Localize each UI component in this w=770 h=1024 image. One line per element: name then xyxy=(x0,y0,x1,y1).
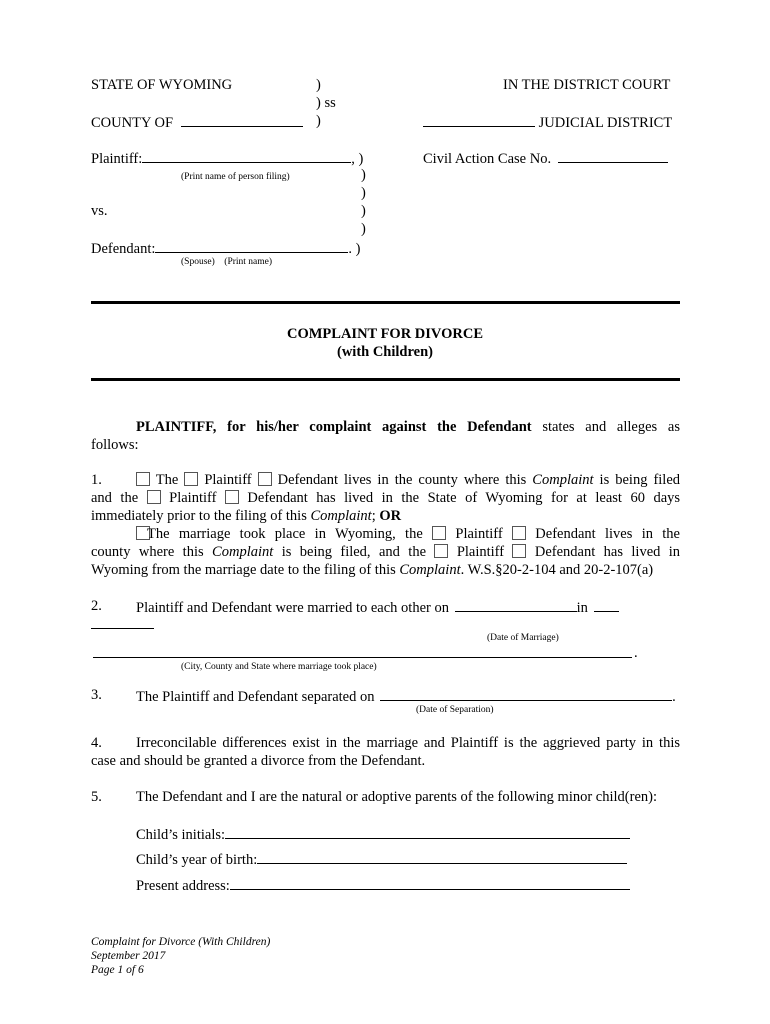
para1-complaint: Complaint xyxy=(532,472,594,488)
para1-line2 xyxy=(91,489,680,507)
caption-paren: ) xyxy=(361,221,366,237)
para3-period: . xyxy=(672,689,676,705)
para1-semicolon: ; xyxy=(371,508,376,524)
judicial-district-field xyxy=(423,112,672,132)
footer-date: September 2017 xyxy=(91,950,166,962)
defendant-name-blank[interactable] xyxy=(155,238,348,253)
child-initials-label: Child’s initials: xyxy=(136,827,226,843)
caption-paren-ss: ) ss xyxy=(316,95,336,111)
case-number-blank[interactable] xyxy=(558,148,668,163)
para1-complaint: Complaint xyxy=(212,544,274,560)
footer-page-number: Page 1 of 6 xyxy=(91,964,144,976)
separation-date-blank[interactable] xyxy=(380,686,672,701)
plaintiff-name-blank[interactable] xyxy=(142,148,351,163)
checkbox-defendant-lives[interactable] xyxy=(258,472,272,486)
para1-or: OR xyxy=(379,508,402,524)
defendant-end: . ) xyxy=(348,241,361,257)
para1-number: 1. xyxy=(91,472,102,488)
plaintiff-field xyxy=(91,148,363,168)
intro-rest: states and alleges as xyxy=(542,419,680,435)
para4-line2: case and should be granted a divorce from the Defendant. xyxy=(91,753,426,769)
checkbox-defendant-lived[interactable] xyxy=(225,490,239,504)
para1-line4 xyxy=(136,525,680,543)
child-birth-year-blank[interactable] xyxy=(257,848,627,864)
child-initials-field xyxy=(136,823,630,844)
title-rule-bottom xyxy=(91,378,680,381)
state-label: STATE OF WYOMING xyxy=(91,77,233,93)
checkbox-the[interactable] xyxy=(136,472,150,486)
document-subtitle: (with Children) xyxy=(336,344,433,360)
checkbox-plaintiff-county[interactable] xyxy=(432,526,446,540)
child-initials-blank[interactable] xyxy=(225,823,630,839)
para1-complaint: Complaint xyxy=(310,508,372,524)
para1-complaint: Complaint xyxy=(399,562,461,578)
para1-plaintiff: Plaintiff xyxy=(204,472,252,488)
para1-immediately: immediately prior to the filing of this xyxy=(91,508,307,524)
civil-action-label: Civil Action Case No. xyxy=(423,151,552,167)
para2-line1 xyxy=(136,597,619,617)
vs-label: vs. xyxy=(91,203,108,219)
defendant-label: Defendant: xyxy=(91,241,156,257)
checkbox-plaintiff-lives[interactable] xyxy=(184,472,198,486)
para1-line6 xyxy=(91,561,653,579)
para1-line5 xyxy=(91,543,680,561)
marriage-date-blank[interactable] xyxy=(455,597,577,612)
footer-title: Complaint for Divorce (With Children) xyxy=(91,936,271,948)
para3-text: The Plaintiff and Defendant separated on xyxy=(136,689,375,705)
child-birth-year-label: Child’s year of birth: xyxy=(136,852,258,868)
present-address-blank[interactable] xyxy=(230,874,630,890)
para1-line3 xyxy=(91,507,401,525)
marriage-place-blank-start[interactable] xyxy=(594,597,619,612)
para1-wyoming-from: Wyoming from the marriage date to the filing of this xyxy=(91,562,396,578)
county-blank[interactable] xyxy=(181,112,303,127)
date-of-separation-note: (Date of Separation) xyxy=(416,705,494,715)
para1-is-being-filed: is being filed xyxy=(599,472,681,488)
judicial-district-blank[interactable] xyxy=(423,112,535,127)
para2-in: in xyxy=(576,600,588,616)
para1-defendant-lives: Defendant lives in the county where this xyxy=(277,472,527,488)
para5-text: The Defendant and I are the natural or adoptive parents of the following minor child(ren): xyxy=(136,789,658,805)
para1-and-the: and the xyxy=(91,490,139,506)
judicial-district-label: JUDICIAL DISTRICT xyxy=(538,115,673,131)
para5-number: 5. xyxy=(91,789,102,805)
document-title: COMPLAINT FOR DIVORCE xyxy=(286,326,483,342)
county-field xyxy=(91,112,303,132)
caption-paren: ) xyxy=(361,185,366,201)
marriage-place-blank-cont[interactable] xyxy=(91,614,154,629)
defendant-field xyxy=(91,238,361,258)
court-name: IN THE DISTRICT COURT xyxy=(503,77,671,93)
date-of-marriage-note: (Date of Marriage) xyxy=(487,633,559,643)
para3-number: 3. xyxy=(91,687,102,703)
para1-defendant-has-lived-in: Defendant has lived in xyxy=(534,544,681,560)
present-address-field xyxy=(136,874,630,895)
caption-paren: ) xyxy=(361,203,366,219)
para1-plaintiff: Plaintiff xyxy=(456,544,505,560)
caption-paren: ) xyxy=(316,113,321,129)
plaintiff-label: Plaintiff: xyxy=(91,151,143,167)
para4-number: 4. xyxy=(91,735,102,751)
para1-plaintiff: Plaintiff xyxy=(169,490,217,506)
civil-action-field xyxy=(423,148,668,168)
para1-defendant-lives-in-the: Defendant lives in the xyxy=(535,526,680,542)
para2-number: 2. xyxy=(91,598,102,614)
child-birth-year-field xyxy=(136,848,627,869)
title-rule-top xyxy=(91,301,680,304)
checkbox-defendant-county[interactable] xyxy=(512,526,526,540)
county-label: COUNTY OF xyxy=(91,115,174,131)
para1-line1 xyxy=(136,471,680,489)
para3-line xyxy=(136,686,676,706)
caption-paren: ) xyxy=(316,77,321,93)
plaintiff-end: , ) xyxy=(351,151,364,167)
para1-statute: . W.S.§20-2-104 and 20-2-107(a) xyxy=(460,562,654,578)
para1-county-where: county where this xyxy=(91,544,204,560)
para1-the: The xyxy=(155,472,179,488)
para1-has-lived: Defendant has lived in the State of Wyoming for at least 60 days xyxy=(247,490,681,506)
marriage-location-note: (City, County and State where marriage took place) xyxy=(181,662,377,672)
checkbox-plaintiff-lived[interactable] xyxy=(147,490,161,504)
para1-marriage-took-place: The marriage took place in Wyoming, the xyxy=(147,526,423,542)
para1-is-being-filed-and-the: is being filed, and the xyxy=(281,544,426,560)
marriage-location-blank[interactable] xyxy=(93,641,632,658)
checkbox-defendant-wyoming[interactable] xyxy=(512,544,526,558)
checkbox-plaintiff-wyoming[interactable] xyxy=(434,544,448,558)
present-address-label: Present address: xyxy=(136,878,230,894)
intro-bold: PLAINTIFF, for his/her complaint against the Defendant xyxy=(136,419,532,435)
plaintiff-note: (Print name of person filing) xyxy=(181,172,290,182)
para1-plaintiff: Plaintiff xyxy=(455,526,503,542)
defendant-note: (Spouse) (Print name) xyxy=(181,257,273,267)
para2-text: Plaintiff and Defendant were married to each other on xyxy=(136,600,449,616)
intro-line xyxy=(91,418,680,436)
intro-cont: follows: xyxy=(91,437,139,453)
para4-line1: Irreconcilable differences exist in the marriage and Plaintiff is the aggrieved party in this xyxy=(136,735,680,751)
caption-paren: ) xyxy=(361,167,366,183)
para2-period: . xyxy=(634,645,638,661)
